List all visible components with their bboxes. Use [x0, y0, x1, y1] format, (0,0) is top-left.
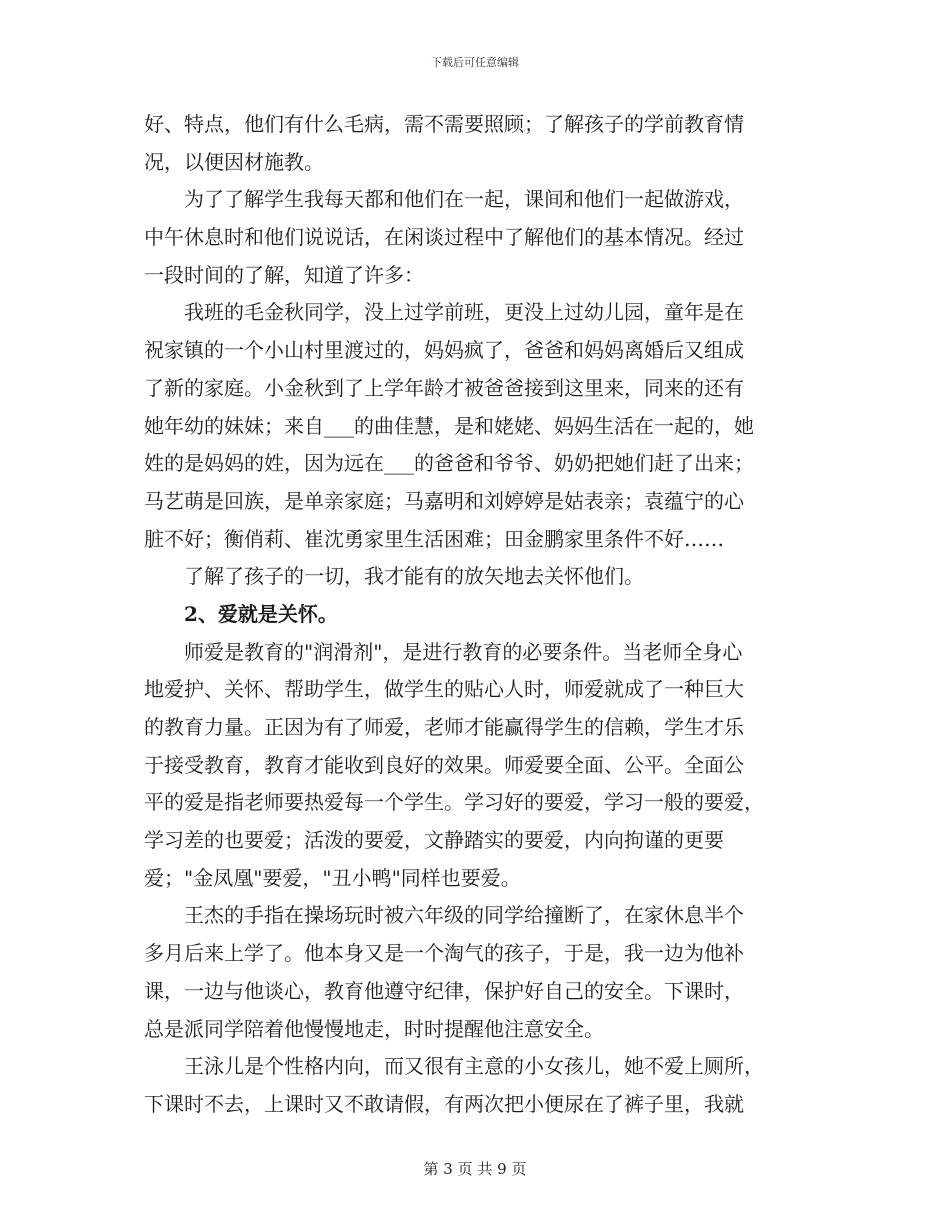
text-line: 爱；"金凤凰"要爱，"丑小鸭"同样也要爱。 — [144, 865, 521, 890]
text-line: 王杰的手指在操场玩时被六年级的同学给撞断了，在家休息半个 — [184, 903, 744, 928]
text-line: 祝家镇的一个小山村里渡过的，妈妈疯了，爸爸和妈妈离婚后又组成 — [144, 338, 744, 363]
text-line: 课，一边与他谈心，教育他遵守纪律，保护好自己的安全。下课时， — [144, 978, 744, 1003]
text-line: 我班的毛金秋同学，没上过学前班，更没上过幼儿园，童年是在 — [184, 300, 744, 325]
text-line: 平的爱是指老师要热爱每一个学生。学习好的要爱，学习一般的要爱， — [144, 790, 764, 815]
text-line: 脏不好；衡俏莉、崔沈勇家里生活困难；田金鹏家里条件不好…… — [144, 526, 724, 551]
text-line: 了新的家庭。小金秋到了上学年龄才被爸爸接到这里来，同来的还有 — [144, 375, 744, 400]
text-line: 马艺萌是回族，是单亲家庭；马嘉明和刘婷婷是姑表亲；袁蕴宁的心 — [144, 488, 744, 513]
text-line: 一段时间的了解，知道了许多： — [144, 262, 424, 287]
text-line: 她年幼的妹妹；来自___的曲佳慧，是和姥姥、妈妈生活在一起的，她 — [144, 413, 754, 438]
text-line: 的教育力量。正因为有了师爱，老师才能赢得学生的信赖，学生才乐 — [144, 715, 744, 739]
page-header: 下载后可任意编辑 — [431, 56, 519, 69]
text-line: 况，以便因材施教。 — [144, 149, 324, 174]
text-line: 了解了孩子的一切，我才能有的放矢地去关怀他们。 — [184, 564, 644, 589]
document-body — [144, 106, 810, 1124]
text-line: 于接受教育，教育才能收到良好的效果。师爱要全面、公平。全面公 — [144, 752, 744, 777]
text-line: 总是派同学陪着他慢慢地走，时时提醒他注意安全。 — [144, 1016, 604, 1041]
text-line: 地爱护、关怀、帮助学生，做学生的贴心人时，师爱就成了一种巨大 — [144, 677, 744, 702]
section-heading: 2、爱就是关怀。 — [184, 601, 338, 626]
text-line: 下课时不去，上课时又不敢请假，有两次把小便尿在了裤子里，我就 — [144, 1091, 744, 1116]
text-line: 王泳儿是个性格内向，而又很有主意的小女孩儿，她不爱上厕所， — [184, 1054, 764, 1079]
text-line: 为了了解学生我每天都和他们在一起，课间和他们一起做游戏， — [184, 187, 744, 212]
text-line: 师爱是教育的"润滑剂"，是进行教育的必要条件。当老师全身心 — [184, 639, 743, 664]
text-line: 学习差的也要爱；活泼的要爱，文静踏实的要爱，内向拘谨的更要 — [144, 828, 724, 853]
page-footer: 第 3 页 共 9 页 — [423, 1160, 527, 1178]
text-line: 好、特点，他们有什么毛病，需不需要照顾；了解孩子的学前教育情 — [144, 112, 744, 136]
text-line: 中午休息时和他们说说话，在闲谈过程中了解他们的基本情况。经过 — [144, 225, 744, 250]
text-line: 姓的是妈妈的姓，因为远在___的爸爸和爷爷、奶奶把她们赶了出来； — [144, 451, 754, 476]
text-line: 多月后来上学了。他本身又是一个淘气的孩子，于是，我一边为他补 — [144, 941, 744, 966]
